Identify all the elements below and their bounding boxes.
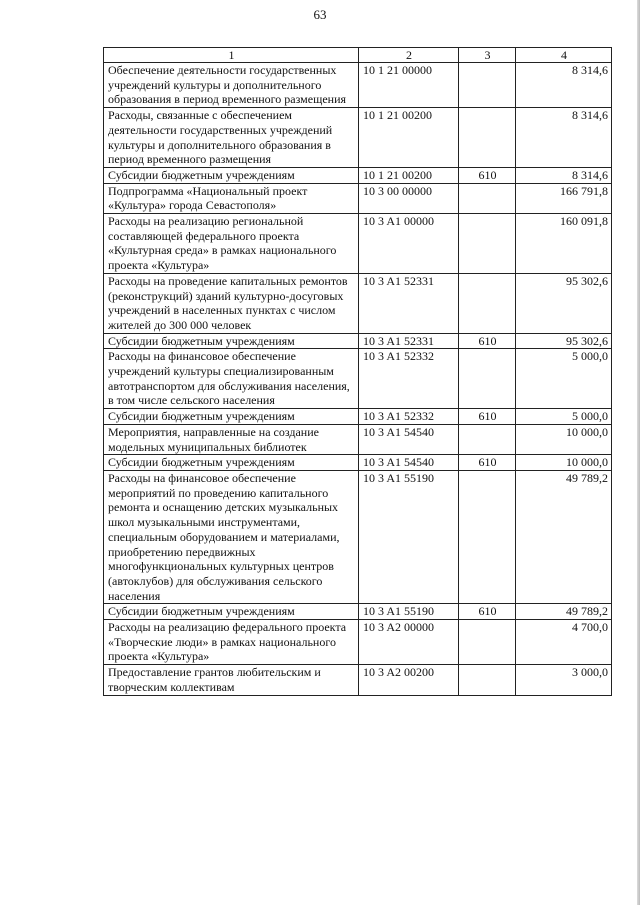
header-cell-code: 2 (359, 48, 459, 63)
row-name: Субсидии бюджетным учреждениям (104, 167, 359, 183)
row-sum: 49 789,2 (516, 470, 612, 603)
table-row (104, 333, 612, 349)
row-sum: 8 314,6 (516, 108, 612, 168)
header-cell-sum: 4 (516, 48, 612, 63)
row-code: 10 1 21 00200 (359, 108, 459, 168)
row-name: Расходы на финансовое обеспечение мероприятий по проведению капитального ремонта и оснащению детских музыкальных школ музыкальными инструментами, специальным оборудованием и материалами, приобретению передвижных многофункциональных культурных центров (автоклубов) для обслуживания сельского населения (104, 470, 359, 603)
row-name: Расходы на проведение капитальных ремонтов (реконструкций) зданий культурно-досуговых учреждений в населенных пунктах с числом жителей до 300 000 человек (104, 273, 359, 333)
row-vr (459, 349, 516, 409)
row-code: 10 3 A1 55190 (359, 470, 459, 603)
table-row (104, 409, 612, 425)
table-row (104, 470, 612, 603)
row-sum: 49 789,2 (516, 604, 612, 620)
table-row (104, 183, 612, 213)
row-vr: 610 (459, 455, 516, 471)
row-vr: 610 (459, 167, 516, 183)
row-code: 10 3 00 00000 (359, 183, 459, 213)
row-name: Обеспечение деятельности государственных учреждений культуры и дополнительного образования в период временного размещения (104, 63, 359, 108)
row-code: 10 3 A1 54540 (359, 455, 459, 471)
row-sum: 10 000,0 (516, 424, 612, 454)
page-number: 63 (313, 7, 327, 22)
row-code: 10 3 A1 52332 (359, 409, 459, 425)
table-row (104, 214, 612, 274)
row-name: Субсидии бюджетным учреждениям (104, 333, 359, 349)
table-row (104, 665, 612, 695)
row-code: 10 3 A1 52331 (359, 273, 459, 333)
row-name: Подпрограмма «Национальный проект «Культура» города Севастополя» (104, 183, 359, 213)
table-header-row (104, 48, 612, 63)
row-name: Расходы, связанные с обеспечением деятельности государственных учреждений культуры и дополнительного образования в период временного размещения (104, 108, 359, 168)
row-vr (459, 108, 516, 168)
row-name: Мероприятия, направленные на создание модельных муниципальных библиотек (104, 424, 359, 454)
row-code: 10 1 21 00200 (359, 167, 459, 183)
row-sum: 10 000,0 (516, 455, 612, 471)
row-sum: 3 000,0 (516, 665, 612, 695)
row-vr (459, 214, 516, 274)
row-code: 10 3 A1 54540 (359, 424, 459, 454)
row-vr: 610 (459, 409, 516, 425)
row-name: Предоставление грантов любительским и творческим коллективам (104, 665, 359, 695)
table-row (104, 273, 612, 333)
row-code: 10 3 A2 00200 (359, 665, 459, 695)
header-cell-name: 1 (104, 48, 359, 63)
row-sum: 95 302,6 (516, 273, 612, 333)
row-vr: 610 (459, 333, 516, 349)
row-name: Субсидии бюджетным учреждениям (104, 409, 359, 425)
row-vr (459, 665, 516, 695)
row-code: 10 3 A1 55190 (359, 604, 459, 620)
table-row (104, 167, 612, 183)
row-sum: 5 000,0 (516, 349, 612, 409)
row-vr (459, 183, 516, 213)
row-code: 10 3 A1 52331 (359, 333, 459, 349)
row-name: Расходы на реализацию региональной составляющей федерального проекта «Культурная среда» в рамках национального проекта «Культура» (104, 214, 359, 274)
row-sum: 5 000,0 (516, 409, 612, 425)
table-row (104, 424, 612, 454)
row-sum: 95 302,6 (516, 333, 612, 349)
row-vr (459, 424, 516, 454)
row-sum: 8 314,6 (516, 167, 612, 183)
table-row (104, 620, 612, 665)
row-code: 10 3 A2 00000 (359, 620, 459, 665)
row-vr (459, 620, 516, 665)
table-row (104, 455, 612, 471)
row-sum: 160 091,8 (516, 214, 612, 274)
table-row (104, 63, 612, 108)
row-name: Расходы на финансовое обеспечение учреждений культуры специализированным автотранспортом для обслуживания населения, в том числе сельского населения (104, 349, 359, 409)
row-sum: 8 314,6 (516, 63, 612, 108)
table-row (104, 108, 612, 168)
row-sum: 166 791,8 (516, 183, 612, 213)
row-code: 10 3 A1 52332 (359, 349, 459, 409)
row-sum: 4 700,0 (516, 620, 612, 665)
budget-table (103, 47, 612, 696)
row-vr (459, 273, 516, 333)
row-code: 10 1 21 00000 (359, 63, 459, 108)
row-name: Субсидии бюджетным учреждениям (104, 604, 359, 620)
row-name: Расходы на реализацию федерального проекта «Творческие люди» в рамках национального проекта «Культура» (104, 620, 359, 665)
row-code: 10 3 A1 00000 (359, 214, 459, 274)
header-cell-vr: 3 (459, 48, 516, 63)
row-vr (459, 63, 516, 108)
row-name: Субсидии бюджетным учреждениям (104, 455, 359, 471)
table-row (104, 349, 612, 409)
row-vr (459, 470, 516, 603)
table-row (104, 604, 612, 620)
row-vr: 610 (459, 604, 516, 620)
